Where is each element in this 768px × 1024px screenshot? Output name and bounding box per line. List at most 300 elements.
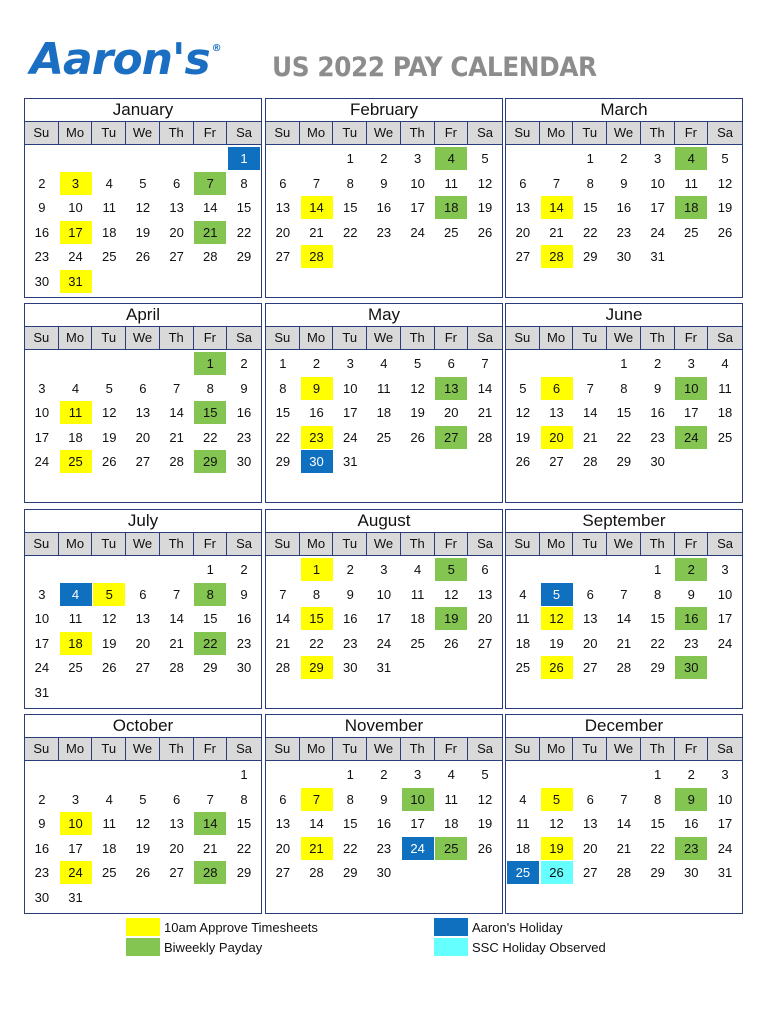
week-row [266,656,502,681]
day-cell: 6 [519,175,527,191]
day-cell: 2 [687,767,695,782]
week-row [25,763,261,788]
month-august [265,509,503,709]
empty-cell [127,558,159,581]
day-cell: 15 [582,200,598,216]
day-cell: 3 [687,356,695,371]
week-row [25,886,261,911]
weekday-label: Fr [435,122,469,144]
empty-cell [435,450,467,473]
weekday-label: Sa [477,536,494,551]
weekday-label: Tu [333,533,367,555]
week-row [266,172,502,197]
day-cell: 24 [60,861,92,884]
day-cell: 12 [444,586,459,602]
week-row [266,401,502,426]
day-cell: 27 [275,249,291,265]
weekday-label: Fr [675,533,709,555]
week-row [25,607,261,632]
weekday-label: Tu [573,533,607,555]
empty-cell [161,681,193,704]
empty-cell [127,147,159,170]
day-cell: 24 [402,837,434,860]
empty-cell [469,245,501,268]
day-cell: 25 [515,660,531,676]
week-row [266,450,502,475]
weekday-label: Sa [236,536,253,551]
weeks [25,350,261,475]
month-may [265,303,503,503]
week-row [25,377,261,402]
empty-cell [541,147,573,170]
empty-cell [60,147,92,170]
empty-cell [507,147,539,170]
empty-cell [60,681,92,704]
empty-cell [402,450,434,473]
legend-label-payday: Biweekly Payday [164,939,263,955]
day-cell: 27 [582,865,598,881]
day-cell: 29 [301,656,333,679]
week-row [506,450,742,475]
day-cell: 15 [650,816,665,832]
day-cell: 18 [444,816,459,832]
day-cell: 25 [507,861,539,884]
day-cell: 16 [309,405,324,421]
day-cell: 7 [620,586,628,602]
day-cell: 8 [279,380,287,396]
day-cell: 16 [34,840,50,856]
day-cell: 22 [650,840,665,856]
day-cell: 30 [236,454,252,470]
week-row [506,196,742,221]
day-cell: 6 [172,791,181,807]
empty-cell [60,558,92,581]
week-row [266,352,502,377]
empty-cell [469,450,501,473]
day-cell: 1 [653,562,662,577]
day-cell: 5 [541,788,573,811]
week-row [266,788,502,813]
day-cell: 31 [376,660,392,676]
day-cell: 20 [275,840,291,856]
empty-cell [435,861,467,884]
empty-cell [127,763,159,786]
week-row [506,861,742,886]
week-row [506,172,742,197]
day-cell: 17 [650,200,665,216]
day-cell: 28 [301,245,333,268]
weekday-header [25,532,261,556]
day-cell: 5 [435,558,467,581]
day-cell: 25 [68,660,83,676]
day-cell: 25 [444,224,459,240]
day-cell: 10 [342,380,358,396]
day-cell: 28 [477,429,493,445]
weekday-label: Tu [333,122,367,144]
day-cell: 27 [435,426,467,449]
legend-item-payday [126,938,262,956]
weeks [25,556,261,706]
day-cell: 29 [194,450,226,473]
day-cell: 30 [376,865,392,881]
day-cell: 23 [34,865,50,881]
empty-cell [26,352,58,375]
day-cell: 9 [653,380,662,396]
day-cell: 19 [101,429,117,445]
day-cell: 14 [203,200,218,216]
weekday-label: Sa [717,741,734,756]
weekday-label: We [367,738,401,760]
week-row [266,607,502,632]
weekday-label: Th [160,533,194,555]
empty-cell [574,352,606,375]
weekday-label: Mo [59,533,93,555]
day-cell: 15 [236,816,252,832]
day-cell: 4 [675,147,707,170]
empty-cell [93,763,125,786]
day-cell: 24 [342,429,358,445]
day-cell: 29 [650,660,665,676]
week-row [266,583,502,608]
empty-cell [161,558,193,581]
day-cell: 13 [435,377,467,400]
month-name: July [127,511,159,530]
day-cell: 7 [301,788,333,811]
day-cell: 20 [169,224,184,240]
day-cell: 24 [376,635,392,651]
day-cell: 3 [413,767,422,782]
day-cell: 19 [435,607,467,630]
month-january [24,98,262,298]
day-cell: 2 [653,356,662,371]
day-cell: 13 [275,816,291,832]
month-june [505,303,743,503]
day-cell: 3 [721,767,729,782]
empty-cell [127,886,159,909]
weekday-label: Mo [59,122,93,144]
day-cell: 10 [34,611,50,627]
week-row [506,656,742,681]
day-cell: 11 [377,380,391,396]
empty-cell [161,352,193,375]
empty-cell [507,352,539,375]
day-cell: 15 [342,200,358,216]
day-cell: 5 [481,151,489,166]
month-name: April [125,305,160,324]
week-row [25,245,261,270]
day-cell: 12 [717,175,733,191]
weekday-label: Tu [92,738,126,760]
weekday-label: Sa [477,330,494,345]
week-row [506,426,742,451]
day-cell: 4 [60,583,92,606]
day-cell: 1 [194,352,226,375]
day-cell: 15 [236,200,252,216]
weekday-label: Fr [675,327,709,349]
weekday-label: Th [401,533,435,555]
weeks [25,761,261,911]
weekday-label: Sa [236,125,253,140]
day-cell: 21 [309,224,324,240]
empty-cell [608,558,640,581]
day-cell: 29 [275,454,291,470]
empty-cell [194,270,226,293]
week-row [266,377,502,402]
day-cell: 27 [135,660,151,676]
empty-cell [469,656,501,679]
weekday-label: Su [506,533,540,555]
day-cell: 26 [410,429,425,445]
month-name: August [357,511,411,530]
day-cell: 4 [105,791,113,807]
empty-cell [675,245,707,268]
day-cell: 22 [236,840,252,856]
week-row [506,788,742,813]
weekday-label: Tu [92,327,126,349]
month-october [24,714,262,914]
weekday-label: We [126,327,160,349]
day-cell: 13 [582,611,598,627]
day-cell: 26 [101,660,117,676]
day-cell: 31 [650,249,665,265]
day-cell: 10 [717,586,733,602]
weeks [25,145,261,295]
weekday-label: Su [506,738,540,760]
weekday-label: Mo [540,533,574,555]
day-cell: 19 [101,635,117,651]
empty-cell [93,558,125,581]
day-cell: 9 [620,175,628,191]
weekday-label: Th [160,122,194,144]
day-cell: 20 [135,635,151,651]
week-row [266,861,502,886]
day-cell: 18 [68,429,83,445]
day-cell: 23 [650,429,665,445]
day-cell: 16 [376,816,392,832]
day-cell: 20 [515,224,531,240]
day-cell: 14 [582,405,598,421]
day-cell: 26 [477,224,493,240]
weekday-label: Fr [675,122,709,144]
day-cell: 12 [410,380,425,396]
empty-cell [301,147,333,170]
day-cell: 8 [312,586,321,602]
weeks [266,350,502,475]
day-cell: 8 [240,175,248,191]
day-cell: 7 [172,380,181,396]
empty-cell [267,763,299,786]
weeks [266,145,502,270]
day-cell: 15 [194,401,226,424]
weekday-label: Mo [59,738,93,760]
weekday-label: Su [266,327,300,349]
weekday-label: Mo [59,327,93,349]
day-cell: 24 [34,454,50,470]
day-cell: 16 [675,607,707,630]
week-row [25,558,261,583]
day-cell: 23 [34,249,50,265]
weeks [266,761,502,886]
empty-cell [194,886,226,909]
day-cell: 31 [68,889,83,905]
month-name: September [582,511,666,530]
empty-cell [93,147,125,170]
empty-cell [469,861,501,884]
day-cell: 7 [194,172,226,195]
weekday-header [266,326,502,350]
day-cell: 28 [203,249,218,265]
empty-cell [93,681,125,704]
day-cell: 16 [236,611,252,627]
day-cell: 6 [447,356,455,371]
day-cell: 3 [71,791,80,807]
weekday-label: Sa [477,125,494,140]
day-cell: 29 [342,865,358,881]
day-cell: 2 [380,151,388,166]
day-cell: 27 [515,249,531,265]
month-name: March [600,100,648,119]
day-cell: 13 [169,200,184,216]
day-cell: 4 [435,147,467,170]
weekday-label: Tu [573,327,607,349]
day-cell: 16 [342,611,358,627]
day-cell: 2 [675,558,707,581]
week-row [506,632,742,657]
day-cell: 8 [620,380,628,396]
day-cell: 25 [684,224,699,240]
empty-cell [127,270,159,293]
week-row [506,245,742,270]
day-cell: 9 [346,586,354,602]
day-cell: 19 [717,200,733,216]
empty-cell [402,861,434,884]
day-cell: 22 [650,635,665,651]
day-cell: 21 [477,405,493,421]
day-cell: 5 [541,583,573,606]
day-cell: 12 [135,816,151,832]
day-cell: 21 [301,837,333,860]
week-row [506,607,742,632]
week-row [25,147,261,172]
week-row [506,763,742,788]
day-cell: 10 [410,175,425,191]
day-cell: 14 [194,812,226,835]
weekday-label: Tu [92,122,126,144]
day-cell: 20 [477,611,493,627]
weekday-header [506,737,742,761]
day-cell: 4 [721,356,729,371]
empty-cell [541,558,573,581]
day-cell: 21 [616,635,632,651]
day-cell: 2 [312,356,321,371]
day-cell: 10 [60,812,92,835]
empty-cell [574,763,606,786]
day-cell: 30 [342,660,358,676]
week-row [506,558,742,583]
day-cell: 3 [38,586,46,602]
day-cell: 5 [93,583,125,606]
month-name: January [112,100,174,119]
day-cell: 17 [376,611,392,627]
weekday-label: Mo [300,738,334,760]
empty-cell [267,558,299,581]
day-cell: 3 [380,562,388,577]
day-cell: 25 [376,429,392,445]
day-cell: 7 [481,356,489,371]
registered-mark-icon: ® [211,43,221,54]
day-cell: 12 [135,200,151,216]
day-cell: 21 [169,429,184,445]
day-cell: 25 [101,249,117,265]
week-row [25,656,261,681]
legend-swatch-ssc [434,938,468,956]
day-cell: 21 [549,224,564,240]
weekday-label: Sa [477,741,494,756]
weekday-label: Sa [717,125,734,140]
week-row [506,377,742,402]
weekday-label: Su [266,533,300,555]
day-cell: 15 [650,611,665,627]
week-row [25,352,261,377]
day-cell: 22 [616,429,632,445]
day-cell: 7 [620,791,628,807]
week-row [266,558,502,583]
week-row [25,270,261,295]
day-cell: 7 [586,380,594,396]
day-cell: 12 [101,611,117,627]
day-cell: 14 [616,816,632,832]
empty-cell [435,656,467,679]
weekday-label: Th [401,327,435,349]
week-row [266,426,502,451]
day-cell: 14 [541,196,573,219]
day-cell: 31 [717,865,733,881]
day-cell: 18 [675,196,707,219]
empty-cell [161,270,193,293]
day-cell: 20 [275,224,291,240]
day-cell: 26 [135,865,151,881]
empty-cell [93,886,125,909]
day-cell: 28 [309,865,324,881]
day-cell: 9 [240,380,248,396]
day-cell: 21 [169,635,184,651]
day-cell: 25 [717,429,733,445]
day-cell: 11 [410,586,425,602]
day-cell: 26 [444,635,459,651]
day-cell: 11 [516,816,530,832]
weekday-label: Su [25,327,59,349]
day-cell: 29 [616,454,632,470]
weekday-label: Sa [236,741,253,756]
day-cell: 4 [519,791,527,807]
day-cell: 9 [38,816,46,832]
day-cell: 7 [552,175,561,191]
day-cell: 20 [135,429,151,445]
day-cell: 25 [410,635,425,651]
day-cell: 11 [102,816,116,832]
day-cell: 9 [301,377,333,400]
weekday-label: Tu [92,533,126,555]
empty-cell [228,270,260,293]
empty-cell [402,245,434,268]
month-december [505,714,743,914]
day-cell: 11 [718,380,732,396]
day-cell: 13 [582,816,598,832]
day-cell: 18 [435,196,467,219]
empty-cell [26,147,58,170]
day-cell: 28 [169,454,184,470]
day-cell: 27 [169,865,184,881]
